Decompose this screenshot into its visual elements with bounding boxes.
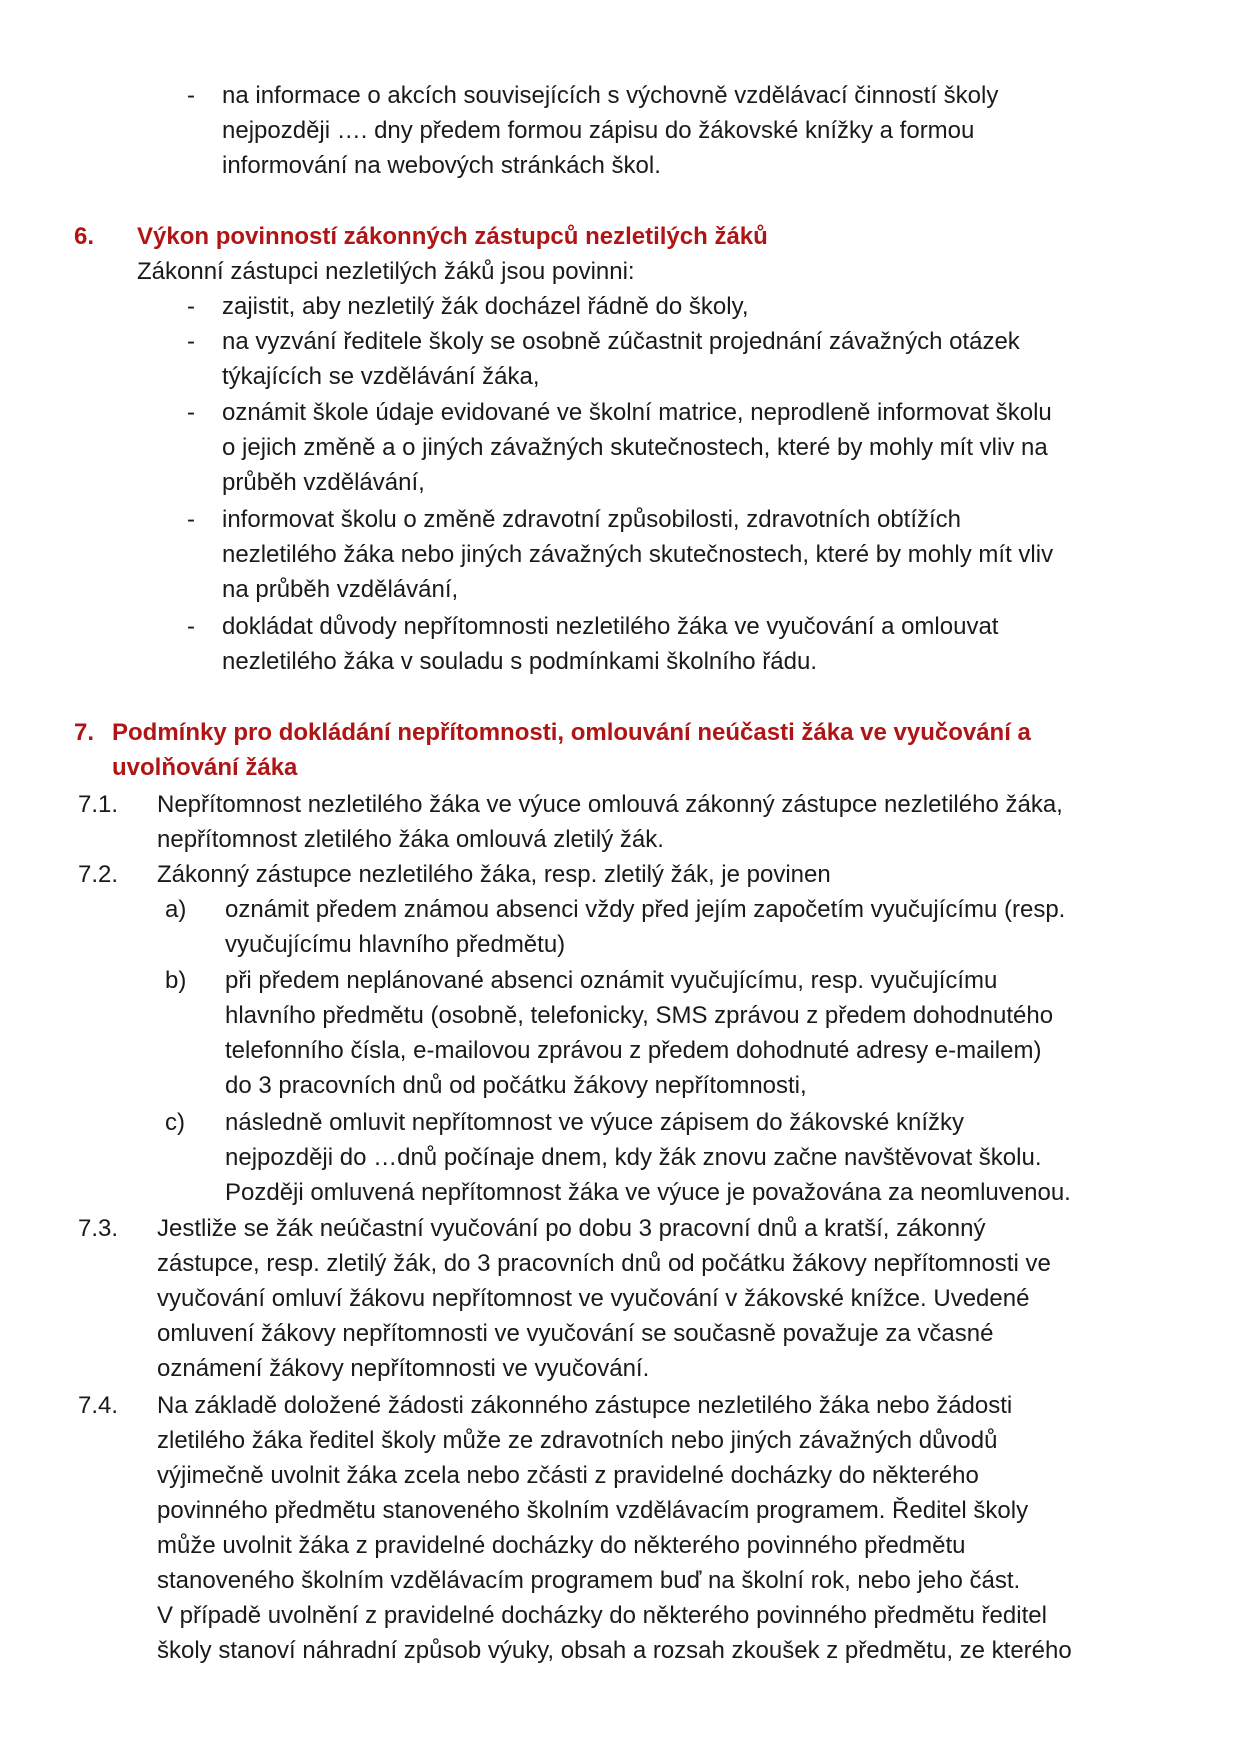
subitem-text-line: telefonního čísla, e-mailovou zprávou z předem dohodnuté adresy e-mailem) (225, 1037, 1042, 1064)
item-text-line: zletilého žáka ředitel školy může ze zdravotních nebo jiných závažných důvodů (157, 1427, 998, 1454)
section-title: Výkon povinností zákonných zástupců nezletilých žáků (137, 223, 768, 250)
subitem-text-line: nejpozději do …dnů počínaje dnem, kdy žák znovu začne navštěvovat školu. (225, 1144, 1042, 1171)
item-text-line: stanoveného školním vzdělávacím programem buď na školní rok, nebo jeho část. (157, 1567, 1021, 1594)
subitem-text-line: při předem neplánované absenci oznámit vyučujícímu, resp. vyučujícímu (225, 967, 998, 994)
bullet-text-line: informování na webových stránkách škol. (222, 152, 661, 179)
bullet-marker: - (187, 293, 195, 320)
section-number: 6. (74, 223, 95, 250)
bullet-marker: - (187, 399, 195, 426)
bullet-text-line: nezletilého žáka v souladu s podmínkami školního řádu. (222, 648, 818, 675)
bullet-text-line: na vyzvání ředitele školy se osobně zúčastnit projednání závažných otázek (222, 328, 1020, 355)
section-title-line: Podmínky pro dokládání nepřítomnosti, omlouvání neúčasti žáka ve vyučování a (112, 719, 1031, 746)
item-text-line: omluvení žákovy nepřítomnosti ve vyučování se současně považuje za včasné (157, 1320, 994, 1347)
item-text-line: povinného předmětu stanoveného školním vzdělávacím programem. Ředitel školy (157, 1497, 1029, 1524)
item-text-line: může uvolnit žáka z pravidelné docházky do některého povinného předmětu (157, 1532, 966, 1559)
subitem-marker: c) (165, 1109, 185, 1136)
bullet-marker: - (187, 82, 195, 109)
item-text-line: zástupce, resp. zletilý žák, do 3 pracovních dnů od počátku žákovy nepřítomnosti ve (157, 1250, 1051, 1277)
item-number: 7.1. (78, 791, 119, 818)
subitem-text-line: následně omluvit nepřítomnost ve výuce zápisem do žákovské knížky (225, 1109, 965, 1136)
item-number: 7.3. (78, 1215, 119, 1242)
section-number: 7. (74, 719, 95, 746)
item-text-line: Zákonný zástupce nezletilého žáka, resp. zletilý žák, je povinen (157, 861, 831, 888)
bullet-text-line: nezletilého žáka nebo jiných závažných skutečnostech, které by mohly mít vliv (222, 541, 1054, 568)
subitem-marker: b) (165, 967, 187, 994)
subitem-text-line: Později omluvená nepřítomnost žáka ve výuce je považována za neomluvenou. (225, 1179, 1071, 1206)
item-text-line: Jestliže se žák neúčastní vyučování po dobu 3 pracovní dnů a kratší, zákonný (157, 1215, 986, 1242)
subitem-text-line: vyučujícímu hlavního předmětu) (225, 931, 566, 958)
item-text-line: Nepřítomnost nezletilého žáka ve výuce omlouvá zákonný zástupce nezletilého žáka, (157, 791, 1063, 818)
subitem-text-line: do 3 pracovních dnů od počátku žákovy nepřítomnosti, (225, 1072, 807, 1099)
bullet-text-line: oznámit škole údaje evidované ve školní matrice, neprodleně informovat školu (222, 399, 1052, 426)
bullet-text-line: na průběh vzdělávání, (222, 576, 459, 603)
item-text-line: nepřítomnost zletilého žáka omlouvá zletilý žák. (157, 826, 664, 853)
item-text-line: vyučování omluví žákovu nepřítomnost ve vyučování v žákovské knížce. Uvedené (157, 1285, 1030, 1312)
item-text-line: oznámení žákovy nepřítomnosti ve vyučování. (157, 1355, 650, 1382)
bullet-text-line: informovat školu o změně zdravotní způsobilosti, zdravotních obtížích (222, 506, 962, 533)
item-text-line: Na základě doložené žádosti zákonného zástupce nezletilého žáka nebo žádosti (157, 1392, 1013, 1419)
subitem-marker: a) (165, 896, 187, 923)
bullet-text-line: dokládat důvody nepřítomnosti nezletilého žáka ve vyučování a omlouvat (222, 613, 999, 640)
bullet-text-line: na informace o akcích souvisejících s výchovně vzdělávací činností školy (222, 82, 999, 109)
section-intro: Zákonní zástupci nezletilých žáků jsou povinni: (137, 258, 635, 285)
item-number: 7.4. (78, 1392, 119, 1419)
subitem-text-line: hlavního předmětu (osobně, telefonicky, SMS zprávou z předem dohodnutého (225, 1002, 1054, 1029)
bullet-text-line: zajistit, aby nezletilý žák docházel řádně do školy, (222, 293, 749, 320)
section-title-line: uvolňování žáka (112, 754, 298, 781)
item-text-line: školy stanoví náhradní způsob výuky, obsah a rozsah zkoušek z předmětu, ze kterého (157, 1637, 1072, 1664)
item-text-line: výjimečně uvolnit žáka zcela nebo zčásti z pravidelné docházky do některého (157, 1462, 979, 1489)
bullet-text-line: průběh vzdělávání, (222, 469, 425, 496)
bullet-text-line: nejpozději …. dny předem formou zápisu do žákovské knížky a formou (222, 117, 975, 144)
bullet-marker: - (187, 613, 195, 640)
bullet-marker: - (187, 328, 195, 355)
item-number: 7.2. (78, 861, 119, 888)
item-text-line: V případě uvolnění z pravidelné docházky do některého povinného předmětu ředitel (157, 1602, 1047, 1629)
bullet-marker: - (187, 506, 195, 533)
bullet-text-line: o jejich změně a o jiných závažných skutečnostech, které by mohly mít vliv na (222, 434, 1048, 461)
bullet-text-line: týkajících se vzdělávání žáka, (222, 363, 540, 390)
subitem-text-line: oznámit předem známou absenci vždy před jejím započetím vyučujícímu (resp. (225, 896, 1066, 923)
